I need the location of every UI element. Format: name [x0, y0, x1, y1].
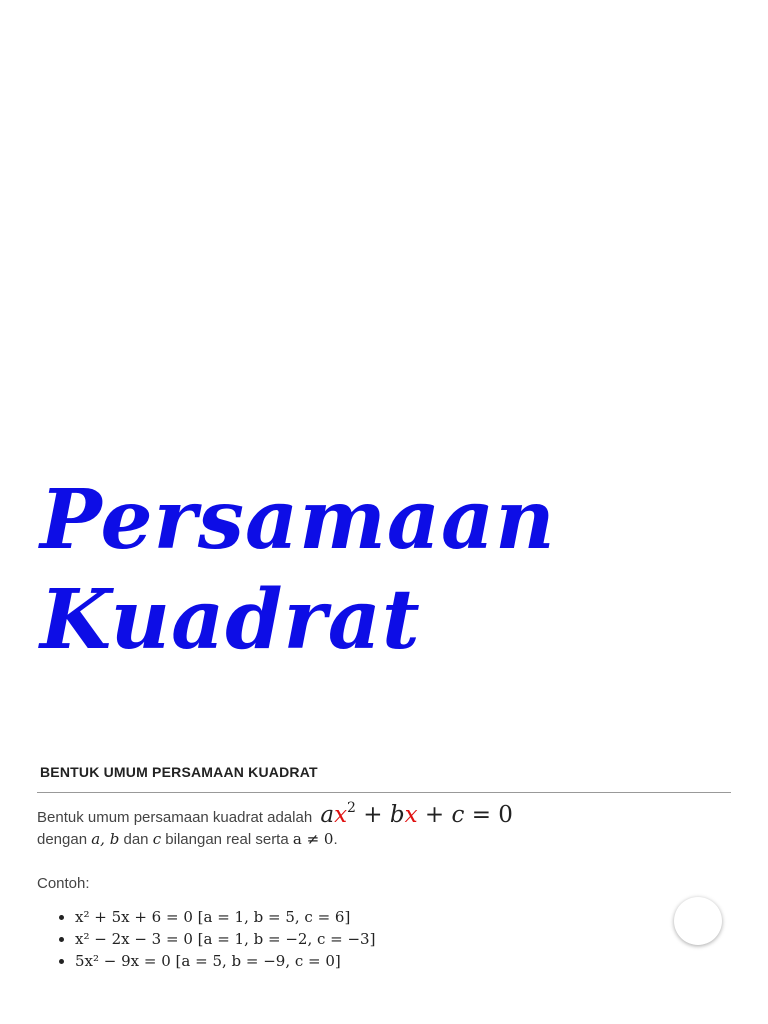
intro-text: Bentuk umum persamaan kuadrat adalah [37, 809, 313, 826]
contoh-label: Contoh: [37, 875, 90, 892]
formula-x-squared: x [334, 802, 348, 828]
condition-middle: bilangan real serta [165, 831, 289, 848]
list-item: • x² + 5x + 6 = 0 [a = 1, b = 5, c = 6] [75, 906, 375, 928]
formula-a: a [320, 802, 335, 828]
condition-c: c [152, 830, 162, 848]
condition-ab: a, b [91, 830, 120, 848]
formula-c: c [451, 802, 465, 828]
general-formula [320, 802, 513, 828]
section-divider [37, 792, 731, 793]
formula-b: b [389, 802, 405, 828]
section-heading: BENTUK UMUM PERSAMAAN KUADRAT [40, 764, 318, 780]
page-title [40, 470, 720, 670]
condition-dan: dan [123, 831, 149, 848]
formula-plus-2: + [417, 802, 452, 828]
formula-exponent: 2 [347, 800, 356, 816]
list-item: • 5x² − 9x = 0 [a = 5, b = −9, c = 0] [75, 950, 375, 972]
examples-list [37, 906, 375, 972]
floating-action-button[interactable] [674, 897, 722, 945]
condition-prefix: dengan [37, 831, 88, 848]
formula-x: x [404, 802, 418, 828]
formula-equals: = 0 [464, 802, 513, 828]
title-line-1: Persamaan [40, 472, 556, 568]
title-line-2: Kuadrat [40, 572, 421, 668]
condition-suffix: . [333, 831, 338, 848]
list-item: • x² − 2x − 3 = 0 [a = 1, b = −2, c = −3] [75, 928, 375, 950]
intro-line [37, 800, 513, 828]
formula-plus-1: + [355, 802, 390, 828]
condition-neq: a ≠ 0 [292, 830, 334, 848]
condition-line [37, 830, 338, 848]
